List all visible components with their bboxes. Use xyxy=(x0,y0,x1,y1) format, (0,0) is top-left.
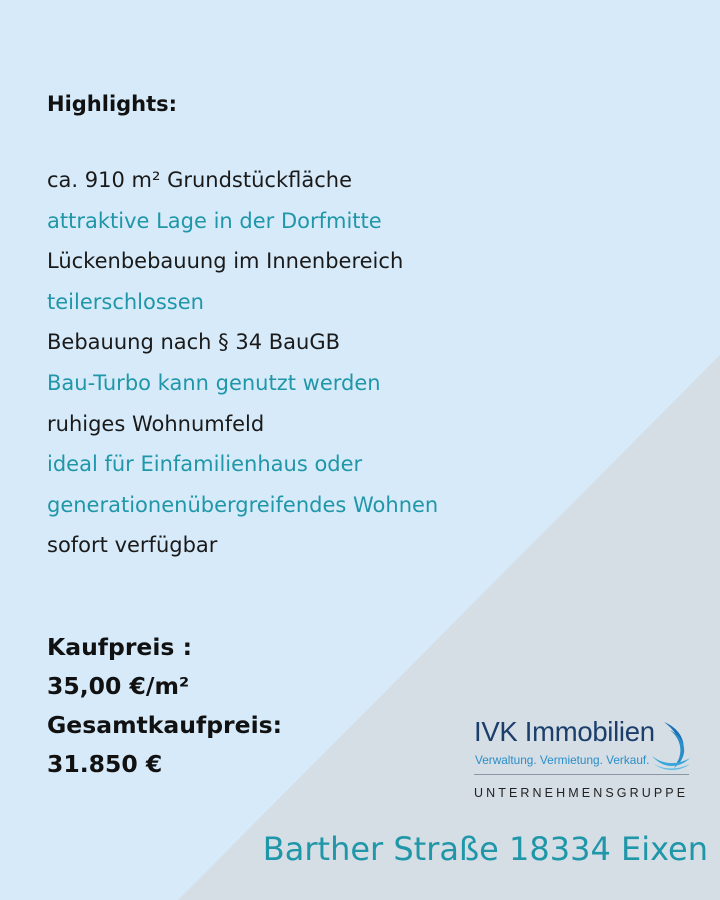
price-label: Kaufpreis : xyxy=(47,633,192,661)
price-block xyxy=(47,628,282,784)
highlight-item: attraktive Lage in der Dorfmitte xyxy=(47,208,382,233)
company-logo xyxy=(474,716,704,806)
logo-group-text: UNTERNEHMENSGRUPPE xyxy=(474,786,689,800)
highlight-item: Lückenbebauung im Innenbereich xyxy=(47,249,404,274)
highlight-item: generationenübergreifendes Wohnen xyxy=(47,492,439,517)
highlight-item: teilerschlossen xyxy=(47,289,204,314)
logo-name: IVK Immobilien xyxy=(474,716,655,747)
wave-icon xyxy=(650,720,694,772)
highlight-item: Bebauung nach § 34 BauGB xyxy=(47,330,341,355)
highlight-item: ca. 910 m² Grundstückfläche xyxy=(47,168,352,192)
total-price-value: 31.850 € xyxy=(47,750,163,778)
highlights-heading: Highlights: xyxy=(47,92,178,116)
logo-tagline: Verwaltung. Vermietung. Verkauf. xyxy=(475,753,650,767)
highlight-item: ideal für Einfamilienhaus oder xyxy=(47,452,363,477)
highlight-item: Bau-Turbo kann genutzt werden xyxy=(47,370,381,395)
price-per-sqm: 35,00 €/m² xyxy=(47,672,190,700)
highlights-list xyxy=(47,160,438,566)
total-price-label: Gesamtkaufpreis: xyxy=(47,711,283,739)
highlight-item: ruhiges Wohnumfeld xyxy=(47,411,265,436)
highlight-item: sofort verfügbar xyxy=(47,533,218,558)
logo-divider xyxy=(474,774,689,775)
property-address: Barther Straße 18334 Eixen xyxy=(262,830,708,868)
